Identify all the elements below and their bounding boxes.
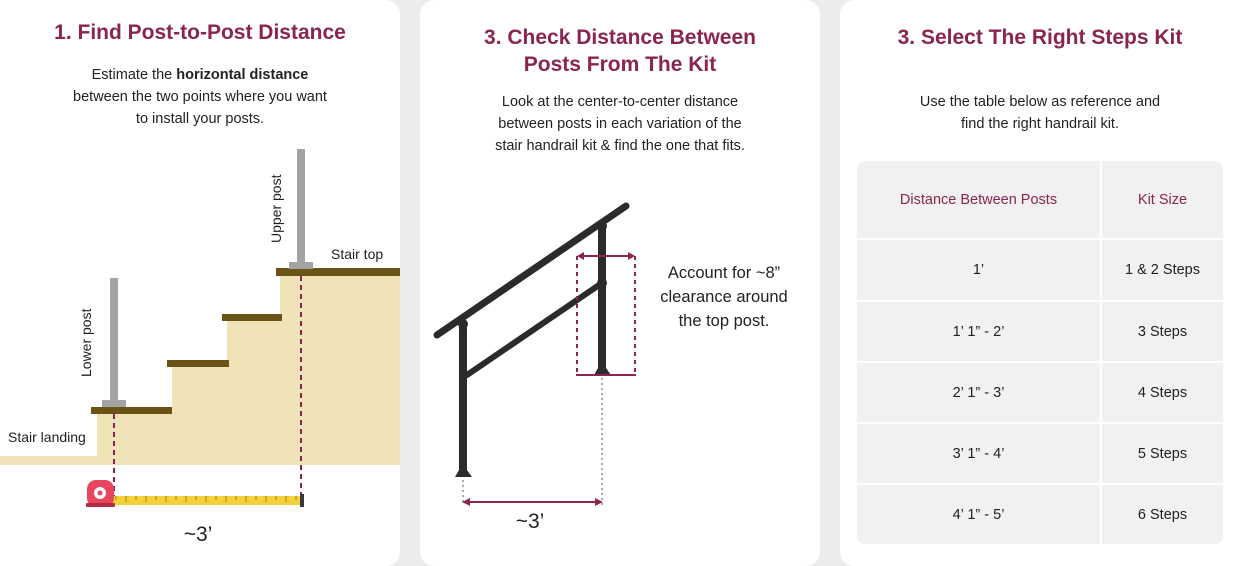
upper-post-label: Upper post <box>268 174 284 243</box>
desc-line: Look at the center-to-center distance <box>501 94 739 110</box>
table-row <box>857 240 1223 300</box>
table-header-kit-size: Kit Size <box>1137 191 1188 208</box>
desc-bold-text: horizontal distance <box>176 67 309 83</box>
table-row <box>857 363 1223 422</box>
panel1-title: 1. Find Post-to-Post Distance <box>54 21 346 44</box>
desc-line: between the two points where you want <box>73 89 327 105</box>
clearance-note-line: clearance around <box>660 288 788 306</box>
table-cell-distance: 4’ 1” - 5’ <box>952 506 1005 523</box>
handrail-lower-foot <box>455 470 472 477</box>
desc-line: to install your posts. <box>135 111 265 127</box>
table-header-distance: Distance Between Posts <box>899 191 1058 208</box>
table-row <box>857 302 1223 361</box>
table-cell-kit-size: 6 Steps <box>1137 506 1188 523</box>
desc-line: stair handrail kit & find the one that fits. <box>495 138 745 154</box>
panel3-title: 3. Select The Right Steps Kit <box>897 26 1183 49</box>
clearance-note-line: the top post. <box>678 312 770 330</box>
table-cell-distance: 1’ <box>972 262 985 278</box>
handrail-measurement-label: ~3’ <box>515 510 545 533</box>
desc-line: Use the table below as reference and <box>919 94 1161 110</box>
desc-text: Estimate the <box>91 67 177 83</box>
stair-landing-label: Stair landing <box>8 429 86 445</box>
handrail-lower-post <box>459 322 467 472</box>
lower-post-label: Lower post <box>78 308 94 377</box>
panel2-title-line: Posts From The Kit <box>523 53 717 76</box>
table-row <box>857 424 1223 483</box>
table-cell-kit-size: 3 Steps <box>1137 323 1188 340</box>
desc-line: between posts in each variation of the <box>498 116 742 132</box>
table-cell-kit-size: 4 Steps <box>1137 384 1188 401</box>
table-cell-kit-size: 1 & 2 Steps <box>1125 262 1200 278</box>
handrail-upper-foot <box>594 368 611 375</box>
table-cell-kit-size: 5 Steps <box>1137 445 1188 462</box>
stair-top-label: Stair top <box>331 246 384 262</box>
kit-size-table <box>857 161 1223 544</box>
panel3-description <box>840 91 1240 135</box>
panel2-title-line: 3. Check Distance Between <box>484 26 756 49</box>
desc-line: find the right handrail kit. <box>961 116 1119 132</box>
table-cell-distance: 1’ 1” - 2’ <box>952 323 1005 340</box>
clearance-note-line: Account for ~8” <box>667 264 781 282</box>
handrail-upper-post <box>598 222 606 370</box>
table-cell-distance: 3’ 1” - 4’ <box>952 445 1005 462</box>
measurement-label: ~3’ <box>183 523 213 546</box>
table-cell-distance: 2’ 1” - 3’ <box>952 384 1005 401</box>
table-row <box>857 485 1223 544</box>
table-header-row <box>857 161 1223 238</box>
